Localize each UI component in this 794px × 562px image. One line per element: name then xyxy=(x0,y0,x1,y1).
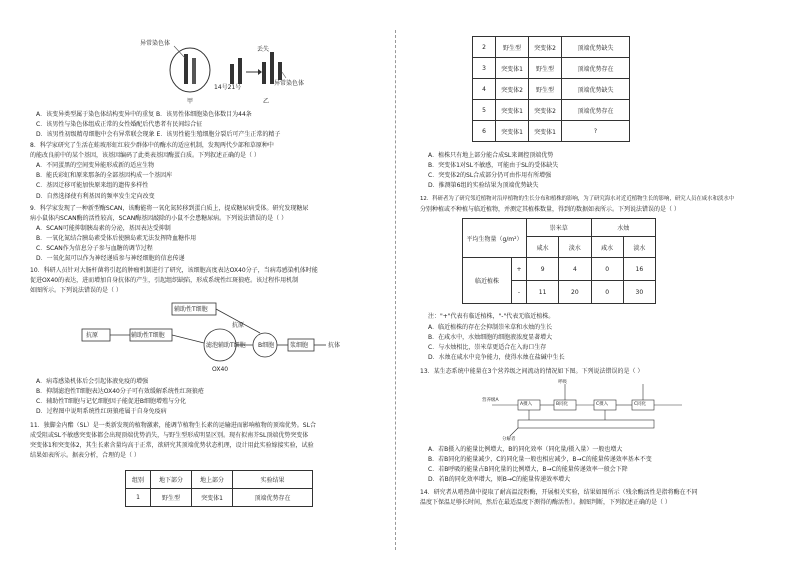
table-cell: 6 xyxy=(473,121,496,142)
text-line: 成受阻或SL不敏感突变体都会出现顶端优势消失，与野生型形成明显区别。现有拟南芥SL顶端优势突变体 xyxy=(30,432,309,439)
table-subheader-cell: 淡水 xyxy=(623,237,655,258)
text-line: A．SCAN可能抑制胰岛素的分泌，基因表达受抑制 xyxy=(36,225,171,232)
flow-label-helper-t: 辅助性T细胞 xyxy=(131,332,165,339)
table-row xyxy=(473,37,630,58)
flow-label-antigen-2: 抗原 xyxy=(232,322,245,329)
table-row-label: 临近植株 xyxy=(463,258,512,304)
table-cell: 突变体2 xyxy=(529,100,562,121)
table-title-cell: 平均生物量（g/m²） xyxy=(463,219,527,258)
label-abnormal-1: 异常染色体 xyxy=(140,40,171,47)
energy-label-decomposer: 分解者 xyxy=(502,437,516,442)
text-line: 促进OX40的表达，进而增加自身抗体的产生，引起组织缺陷，形成系统性红斑狼疮。该过程作用机制 xyxy=(30,277,299,284)
text-line: 8．科学家研究了生活在蛙坡形虹红较少群体中的酶水的适应机制，发现两代少部和草原种中 xyxy=(30,142,274,149)
table-cell: 3 xyxy=(473,58,496,79)
text-line: 11．独脚金内酯（SL）是一类新发现的植物激素，能调节植物生长素的运输进而影响植物的顶端优势。SL合 xyxy=(30,422,316,429)
text-line: 结果如表所示。据表分析，合理的是（ ） xyxy=(30,452,140,459)
chromosome-3 xyxy=(230,64,234,84)
table-cell: 0 xyxy=(591,281,623,304)
arrow-2 xyxy=(172,335,204,343)
text-line: A．该变异类型属于染色体结构变异中的重复 B．该男性体细胞染色体数目为44条 xyxy=(36,111,252,118)
table-cell: 1 xyxy=(126,489,151,507)
table-row xyxy=(463,258,656,281)
table-cell: 顶端优势存在 xyxy=(233,489,313,507)
table-header-cell: 地上部分 xyxy=(192,471,233,489)
label-chromosome-number: 14号21号 xyxy=(214,84,242,91)
text-line: D．一氧化氮可以作为神经递质参与神经细胞的信息传递 xyxy=(36,255,185,262)
flow-label-plasma: 浆细胞 xyxy=(290,342,309,349)
text-line: 14．研究者从嗜热菌中提取了耐高温淀粉酶，开展相关实验，结果如图所示（残余酶活性是指将酶在不同 xyxy=(420,489,698,496)
text-line: B．若B同化的能量减少，C的同化量一般也相应减少，B→C的能量传递效率基本不变 xyxy=(428,456,652,463)
table-header-cell: 地下部分 xyxy=(151,471,192,489)
column-divider xyxy=(395,30,396,550)
flow-label-antigen: 抗原 xyxy=(86,332,99,339)
flow-label-antibody: 抗体 xyxy=(328,342,341,349)
table-cell: 顶端优势缺失 xyxy=(562,37,630,58)
label-lost: 丢失 xyxy=(257,46,270,53)
flow-label-helper-t-2: 辅助性T细胞 xyxy=(174,306,208,313)
text-line: B．能氏彩虹和原来那条的全部基因构成一个基因库 xyxy=(36,172,173,179)
table-row xyxy=(473,100,630,121)
table-header-row xyxy=(463,219,656,237)
text-line: 突变体1和突变体2，其生长素含量均高于正常，欲研究其顶端优势状态机理，设计用此实验嫁接实验，试验 xyxy=(30,442,314,449)
text-line: C．突变体2的SL合成部分仍可由作用有所增强 xyxy=(428,172,552,179)
text-line: D．水烛在咸水中竞争能力，使得水烛在盐碱中生长 xyxy=(428,354,565,361)
table-header-cell: 组别 xyxy=(126,471,151,489)
table-cell: 2 xyxy=(473,37,496,58)
table-subheader-cell: 淡水 xyxy=(559,237,591,258)
table-row xyxy=(473,121,630,142)
text-line: 的能改良前中的某个基因，该基因编码了此类表基因酶蛋白质。下列叙述正确的是（ ） xyxy=(30,152,260,159)
text-line: 13．某生态系统中能量在3个营养级之间流动的情况如下图。下列说法错误的是（ ） xyxy=(420,368,644,375)
chromosome-7 xyxy=(278,62,282,80)
grafting-table-part2 xyxy=(472,36,630,142)
text-line: C．辅助性T细胞与记忆细胞因子能促进B细胞增殖与分化 xyxy=(36,398,186,405)
text-line: D．若B的同化效率增大，则B→C的能量传递效率增大 xyxy=(428,476,571,483)
table-cell: 顶端优势缺失 xyxy=(562,79,630,100)
label-pointer-2 xyxy=(282,72,286,78)
text-line: D．过程图中说明系统性红斑狼疮属于自身免疫病 xyxy=(36,408,167,415)
chromosome-1 xyxy=(184,54,188,84)
text-line: D．推测第6组的实验结果为顶端优势缺失 xyxy=(428,182,539,189)
text-line: B．抑制滤泡性T细胞表达OX40分子可有效缓解系统性红斑狼疮 xyxy=(36,388,204,395)
table-cell: 30 xyxy=(623,281,655,304)
text-line: C．与水烛相比，崇米草更适合在入海口生存 xyxy=(428,344,547,351)
table-cell: 5 xyxy=(473,100,496,121)
table-row xyxy=(473,58,630,79)
biomass-table xyxy=(462,218,656,304)
table-cell: 顶端优势存在 xyxy=(562,100,630,121)
energy-label-a-intake: A摄入 xyxy=(520,402,533,407)
flow-label-ox40: OX40 xyxy=(212,366,229,373)
text-line: 温度下保温足够长时间，然后在最适温度下测得的酶活性）。据图判断，下列叙述正确的是（ ） xyxy=(420,499,671,506)
text-line: B．在咸水中，水烛细胞的细胞液浓度显著增大 xyxy=(428,334,553,341)
table-cell: 0 xyxy=(591,258,623,281)
text-line: 如图所示。下列说法错误的是（ ） xyxy=(30,287,122,294)
text-line: B．一氧化氮结合胰岛素受体后使胰岛素无法发挥降血糖作用 xyxy=(36,235,197,242)
table-cell: 突变体1 xyxy=(192,489,233,507)
flow-label-b: B细胞 xyxy=(258,342,275,349)
table-cell: 16 xyxy=(623,258,655,281)
text-line: C．该男性与染色体组成正常的女性婚配后代患者有民间综合征 xyxy=(36,121,203,128)
text-line: B．突变体1对SL不敏感，可能由于SL的受体缺失 xyxy=(428,162,559,169)
text-line: A．不同蛋黑的空间变异能形成新的适应生物 xyxy=(36,162,155,169)
table-cell: 突变体1 xyxy=(496,121,529,142)
text-line: 10．科研人员针对大肠杆菌将引起的肿瘤机制进行了研究，该细胞高度表达OX40分子，当病毒感染机体时能 xyxy=(30,267,318,274)
table-subheader-cell: 咸水 xyxy=(591,237,623,258)
table-cell: ? xyxy=(562,121,630,142)
table-cell: 突变体1 xyxy=(529,121,562,142)
table-row xyxy=(473,79,630,100)
table-cell: - xyxy=(512,281,527,304)
energy-label-b-assim: B同化 xyxy=(556,402,569,407)
table-cell: 9 xyxy=(527,258,559,281)
text-line: A．病毒感染机体后会引起体液免疫的增强 xyxy=(36,378,149,385)
chromosome-5 xyxy=(262,62,266,84)
table-cell: 20 xyxy=(559,281,591,304)
flow-arrow-down xyxy=(510,428,518,436)
table-subheader-cell: 咸水 xyxy=(527,237,559,258)
label-abnormal-2: 异常染色体 xyxy=(274,80,305,87)
text-line: 病小鼠体内SCAN酶的活性较高，SCAN酶基因敲除的小鼠不会患糖尿病。下列说法错误的是（ ） xyxy=(30,215,288,222)
table-cell: 野生型 xyxy=(529,58,562,79)
energy-label-c-assim: C同化 xyxy=(634,402,647,407)
box-decomposer-row xyxy=(518,420,654,428)
energy-label-resp: 呼吸 xyxy=(558,380,567,385)
table-cell: 野生型 xyxy=(529,79,562,100)
arrow-head xyxy=(258,69,262,75)
energy-flow-figure xyxy=(492,378,692,440)
text-line: A．临近植株的存在会抑制崇米草和水烛的生长 xyxy=(428,324,553,331)
text-line: 12．科研者为了研究邻近植物对沿岸植物的生长分布和植株的影响，为了研究海水对近近植物生长的影响，研究人员在咸水和淡水中 xyxy=(420,196,735,202)
label-jia: 甲 xyxy=(187,98,194,105)
table-header-cell: 崇米草 xyxy=(527,219,592,237)
chromosome-4 xyxy=(238,58,242,84)
label-yi: 乙 xyxy=(263,98,270,105)
label-pointer-1 xyxy=(174,46,185,58)
table-header-cell: 水烛 xyxy=(591,219,656,237)
table-cell: 11 xyxy=(527,281,559,304)
table-cell: + xyxy=(512,258,527,281)
table-cell: 野生型 xyxy=(496,37,529,58)
text-line: C．若B呼吸的能量占B同化量的比例增大，B→C的能量传递效率一般会下降 xyxy=(428,466,628,473)
table-cell: 野生型 xyxy=(151,489,192,507)
energy-label-c-intake: C摄入 xyxy=(596,402,609,407)
text-line: C．SCAN作为信息分子参与血糖的调节过程 xyxy=(36,245,153,252)
text-line: A．植株只有地上部分能合成SL来调控顶端优势 xyxy=(428,152,554,159)
text-line: 9．科学家发现了一种新型酶SCAN，该酶能将一氧化氮转移到蛋白质上，提成糖尿病受体。研究发现糖尿 xyxy=(30,205,309,212)
energy-label-level-a: 营养级A xyxy=(482,398,499,403)
text-line: A．若B摄入的能量比例增大，B的同化效率（同化量/摄入量）一般也增大 xyxy=(428,446,623,453)
chromosome-2 xyxy=(192,58,196,84)
text-line: C．基因迁移可能加快原来组的遗传多样性 xyxy=(36,182,149,189)
text-line: D．自然选择使有利基因的频率发生定向改变 xyxy=(36,193,155,200)
table-header-row xyxy=(126,471,313,489)
table-cell: 突变体1 xyxy=(496,100,529,121)
table-header-cell: 实验结果 xyxy=(233,471,313,489)
table-cell: 突变体2 xyxy=(496,79,529,100)
text-line: 分别种植或不种植与临近植物，并测定其植株数量，得到的数据如表所示。下列说法错误的是（ ） xyxy=(420,206,680,213)
grafting-table-part1 xyxy=(125,470,313,507)
table-cell: 顶端优势存在 xyxy=(562,58,630,79)
flow-label-tfh: 滤泡辅助T细胞 xyxy=(206,342,246,349)
table-cell: 突变体1 xyxy=(496,58,529,79)
table-cell: 突变体2 xyxy=(529,37,562,58)
table-row xyxy=(126,489,313,507)
text-line: D．该男性初级精母细胞中会有异常联会现象 E．该男性能生殖细胞分裂后可产生正常的精子 xyxy=(36,131,281,138)
table-cell: 4 xyxy=(473,79,496,100)
cell-oval xyxy=(170,48,210,92)
text-line: 注："+"代表有临近植株，"-"代表无临近植株。 xyxy=(428,313,555,320)
table-cell: 4 xyxy=(559,258,591,281)
